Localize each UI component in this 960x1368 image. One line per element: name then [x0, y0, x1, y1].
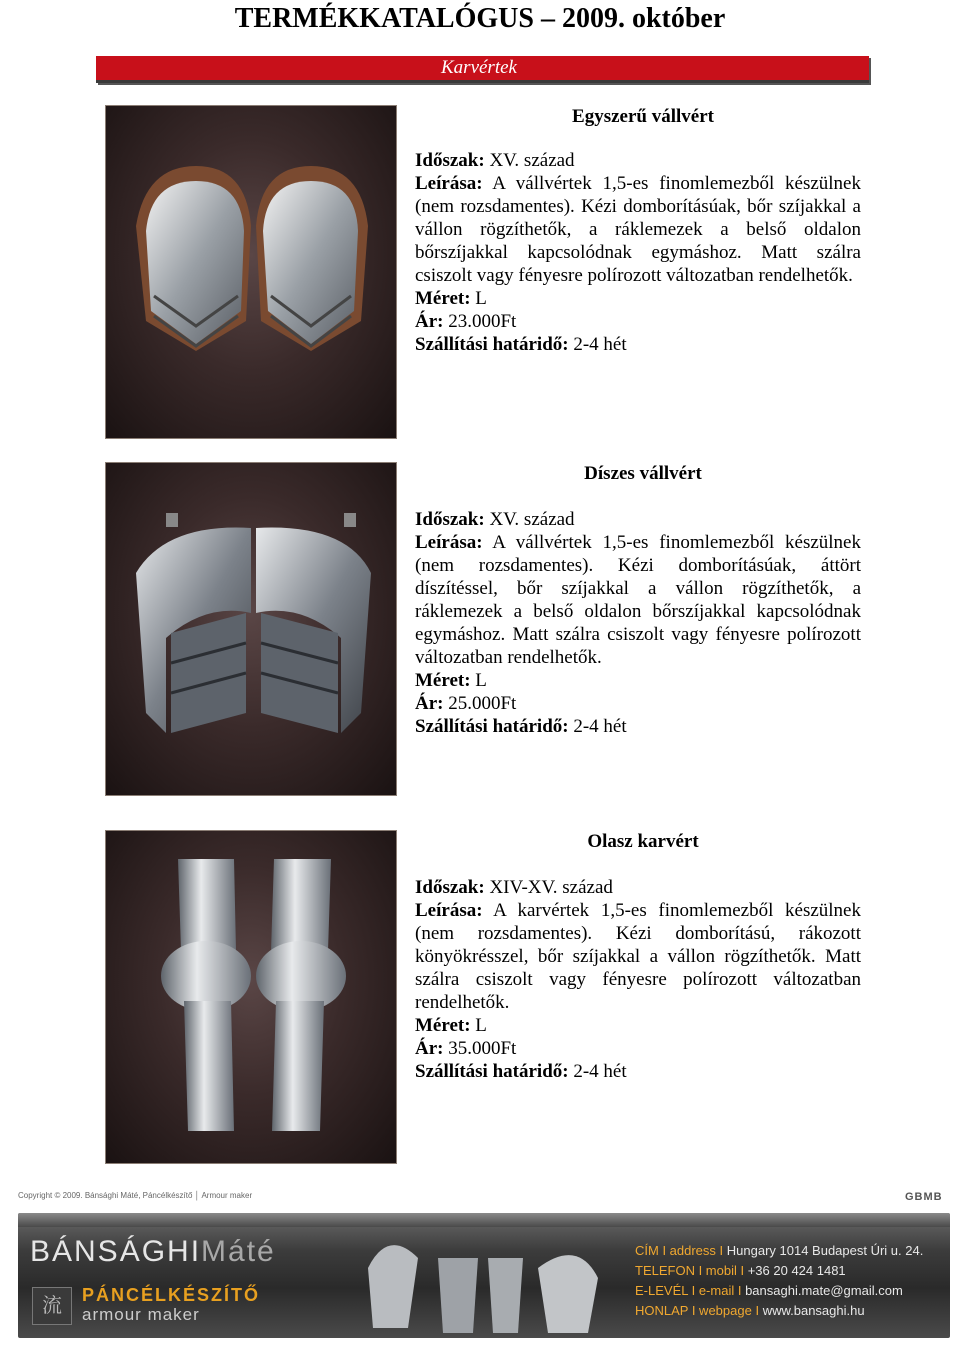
- description-label: Leírása:: [415, 900, 483, 921]
- section-title: Karvértek: [441, 57, 517, 78]
- period-label: Időszak:: [415, 150, 485, 171]
- product-photo: [105, 830, 397, 1164]
- contact-address: CÍM I address I Hungary 1014 Budapest Úri u. 24.: [635, 1243, 924, 1258]
- delivery-label: Szállítási határidő:: [415, 334, 569, 355]
- description-label: Leírása:: [415, 532, 483, 553]
- product-photo: [105, 105, 397, 439]
- pauldrons-illustration: [106, 463, 396, 795]
- brand-name: [30, 1235, 276, 1269]
- period-label: Időszak:: [415, 509, 485, 530]
- price-label: Ár:: [415, 311, 444, 332]
- delivery-label: Szállítási határidő:: [415, 716, 569, 737]
- description-value: A karvértek 1,5-es finomlemezből készülnek (nem rozsdamentes). Kézi domborítású, rákozott könyökrésszel, bőr szíjakkal a vállon rögzíthetők. Matt szálra csiszolt vagy fényesre polírozott változatban rendelhetők.: [415, 900, 861, 1013]
- product-photo: [105, 462, 397, 796]
- period-value: XV. század: [489, 150, 575, 171]
- product-title: Egyszerű vállvért: [572, 106, 714, 127]
- price-value: 35.000Ft: [448, 1038, 517, 1059]
- period-label: Időszak:: [415, 877, 485, 898]
- page-title: TERMÉKKATALÓGUS – 2009. október: [234, 3, 726, 34]
- delivery-value: 2-4 hét: [573, 334, 627, 355]
- size-value: L: [475, 1015, 487, 1036]
- price-label: Ár:: [415, 693, 444, 714]
- product-title: Díszes vállvért: [584, 463, 702, 484]
- delivery-value: 2-4 hét: [573, 1061, 627, 1082]
- contact-website: HONLAP I webpage I www.bansaghi.hu: [635, 1303, 865, 1318]
- brand-first: BÁNSÁGHI: [30, 1235, 202, 1268]
- banner-stripe: [18, 1213, 950, 1227]
- contact-phone: TELEFON I mobil I +36 20 424 1481: [635, 1263, 846, 1278]
- size-label: Méret:: [415, 670, 471, 691]
- armour-pieces-image: [348, 1228, 608, 1338]
- copyright-text: Copyright © 2009. Bánsághi Máté, Páncélkészítő │ Armour maker: [18, 1191, 253, 1200]
- brand-subtitle: PÁNCÉLKÉSZÍTŐ: [82, 1285, 261, 1305]
- size-label: Méret:: [415, 288, 471, 309]
- section-header: [96, 56, 869, 83]
- seal-icon: 流: [32, 1287, 72, 1325]
- delivery-value: 2-4 hét: [573, 716, 627, 737]
- period-value: XIV-XV. század: [489, 877, 613, 898]
- size-label: Méret:: [415, 1015, 471, 1036]
- description-value: A vállvértek 1,5-es finomlemezből készülnek (nem rozsdamentes). Kézi domborításúak, áttört díszítéssel, bőr szíjakkal a vállon rögzíthetők, a ráklemezek a belső oldalon bőrszíjakkal kapcsolódnak egymáshoz. Matt szálra csiszolt vagy fényesre polírozott változatban rendelhetők.: [415, 532, 861, 668]
- price-label: Ár:: [415, 1038, 444, 1059]
- description-value: A vállvértek 1,5-es finomlemezből készülnek (nem rozsdamentes). Kézi domborításúak, bőr szíjakkal a vállon rögzíthetők, a ráklemezek a belső oldalon bőrszíjakkal kapcsolódnak egymáshoz. Matt szálra csiszolt vagy fényesre polírozott változatban rendelhetők.: [415, 173, 861, 286]
- price-value: 23.000Ft: [448, 311, 517, 332]
- delivery-label: Szállítási határidő:: [415, 1061, 569, 1082]
- pauldrons-illustration: [106, 106, 396, 438]
- small-logo: GBMB: [905, 1191, 943, 1203]
- brand-second: Máté: [201, 1235, 276, 1268]
- contact-email: E-LEVÉL I e-mail I bansaghi.mate@gmail.com: [635, 1283, 903, 1298]
- arm-harness-illustration: [106, 831, 396, 1163]
- contact-block: [635, 1241, 923, 1321]
- brand-subtitle-en: armour maker: [82, 1305, 200, 1324]
- period-value: XV. század: [489, 509, 575, 530]
- price-value: 25.000Ft: [448, 693, 517, 714]
- product-title: Olasz karvért: [587, 831, 699, 852]
- description-label: Leírása:: [415, 173, 483, 194]
- size-value: L: [475, 288, 487, 309]
- size-value: L: [475, 670, 487, 691]
- footer-banner: [18, 1213, 950, 1338]
